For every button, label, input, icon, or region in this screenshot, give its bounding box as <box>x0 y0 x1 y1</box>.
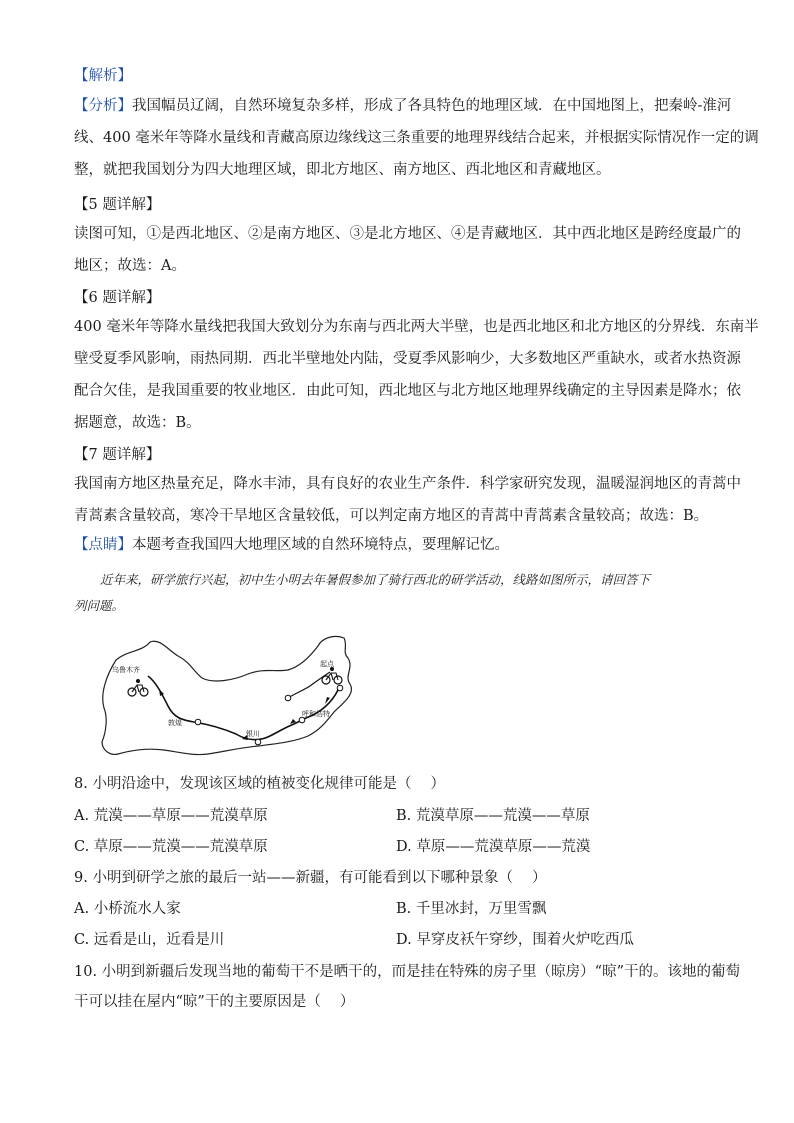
q9-stem: 9. 小明到研学之旅的最后一站——新疆，有可能看到以下哪种景象（ ） <box>74 870 547 886</box>
q9-option-a: A. 小桥流水人家 <box>74 901 181 917</box>
q8-option-c: C. 草原——荒漠——荒漠草原 <box>74 839 268 855</box>
route-line-east <box>288 672 330 698</box>
q6-heading: 【6 题详解】 <box>74 290 161 306</box>
q6-line4: 据题意，故选：B。 <box>74 415 201 431</box>
arrow-3 <box>159 689 164 696</box>
q10-stem-line1: 10. 小明到新疆后发现当地的葡萄干不是晒干的，而是挂在特殊的房子里（晾房）“晾”干的。该地的葡萄 <box>74 964 740 980</box>
analysis-fenxi-line3: 整，就把我国划分为四大地理区域，即北方地区、南方地区、西北地区和青藏地区。 <box>74 162 611 178</box>
q9-option-c: C. 远看是山，近看是川 <box>74 932 225 948</box>
q6-line2: 壁受夏季风影响，雨热同期．西北半壁地处内陆，受夏季风影响少，大多数地区严重缺水，或者水热资源 <box>74 351 741 367</box>
q10-stem-line2: 干可以挂在屋内“晾”干的主要原因是（ ） <box>74 994 355 1010</box>
analysis-fenxi-line2: 线、400 毫米年等降水量线和青藏高原边缘线这三条重要的地理界线结合起来，并根据实际情况作一定的调 <box>74 130 759 146</box>
stop-hohhot <box>299 717 305 723</box>
intro-line2: 列问题。 <box>74 598 125 613</box>
map-outline <box>102 636 351 754</box>
q5-line1: 读图可知，①是西北地区、②是南方地区、③是北方地区、④是青藏地区．其中西北地区是跨经度最广的 <box>74 226 741 242</box>
dianjing-tag: 【点睛】 <box>74 537 132 553</box>
dianjing-line <box>74 535 509 555</box>
stop-start <box>337 685 343 691</box>
analysis-fenxi-line1 <box>74 96 731 116</box>
q6-line3: 配合欠佳，是我国重要的牧业地区．由此可知，西北地区与北方地区地理界线确定的主导因素是降水；依 <box>74 383 741 399</box>
label-hohhot: 呼和浩特 <box>302 710 330 718</box>
q9-option-d: D. 早穿皮袄午穿纱，围着火炉吃西瓜 <box>396 932 634 948</box>
label-start: 起点 <box>320 660 334 668</box>
route-line <box>148 676 338 740</box>
q8-stem: 8. 小明沿途中，发现该区域的植被变化规律可能是（ ） <box>74 776 446 792</box>
q5-line2: 地区；故选：A。 <box>74 258 186 274</box>
label-urumqi: 乌鲁木齐 <box>112 666 140 674</box>
q6-line1: 400 毫米年等降水量线把我国大致划分为东南与西北两大半壁，也是西北地区和北方地区的分界线．东南半 <box>74 319 759 335</box>
q7-heading: 【7 题详解】 <box>74 447 161 463</box>
fenxi-text-1: 我国幅员辽阔，自然环境复杂多样，形成了各具特色的地理区域．在中国地图上，把秦岭-淮河 <box>132 98 732 114</box>
stop-east-mid <box>285 695 291 701</box>
analysis-heading: 【解析】 <box>74 68 132 84</box>
stop-yinchuan <box>255 739 261 745</box>
label-yinchuan: 银川 <box>246 730 260 738</box>
intro-line1: 近年来，研学旅行兴起，初中生小明去年暑假参加了骑行西北的研学活动，线路如图所示，请回答下 <box>100 572 651 587</box>
q8-option-b: B. 荒漠草原——荒漠——草原 <box>396 808 590 824</box>
label-dunhuang: 敦煌 <box>168 719 182 727</box>
bicycle-icon-west <box>128 679 148 696</box>
q5-heading: 【5 题详解】 <box>74 197 161 213</box>
fenxi-tag: 【分析】 <box>74 98 132 114</box>
q7-line1: 我国南方地区热量充足，降水丰沛，具有良好的农业生产条件．科学家研究发现，温暖湿润地区的青蒿中 <box>74 476 741 492</box>
stop-dunhuang <box>195 719 201 725</box>
route-map <box>98 632 388 762</box>
q7-line2: 青蒿素含量较高，寒冷干旱地区含量较低，可以判定南方地区的青蒿中青蒿素含量较高；故选：B。 <box>74 508 709 524</box>
q8-option-d: D. 草原——荒漠草原——荒漠 <box>396 839 591 855</box>
q9-option-b: B. 千里冰封，万里雪飘 <box>396 901 547 917</box>
q8-option-a: A. 荒漠——草原——荒漠草原 <box>74 808 268 824</box>
dianjing-text: 本题考查我国四大地理区域的自然环境特点，要理解记忆。 <box>132 537 509 553</box>
